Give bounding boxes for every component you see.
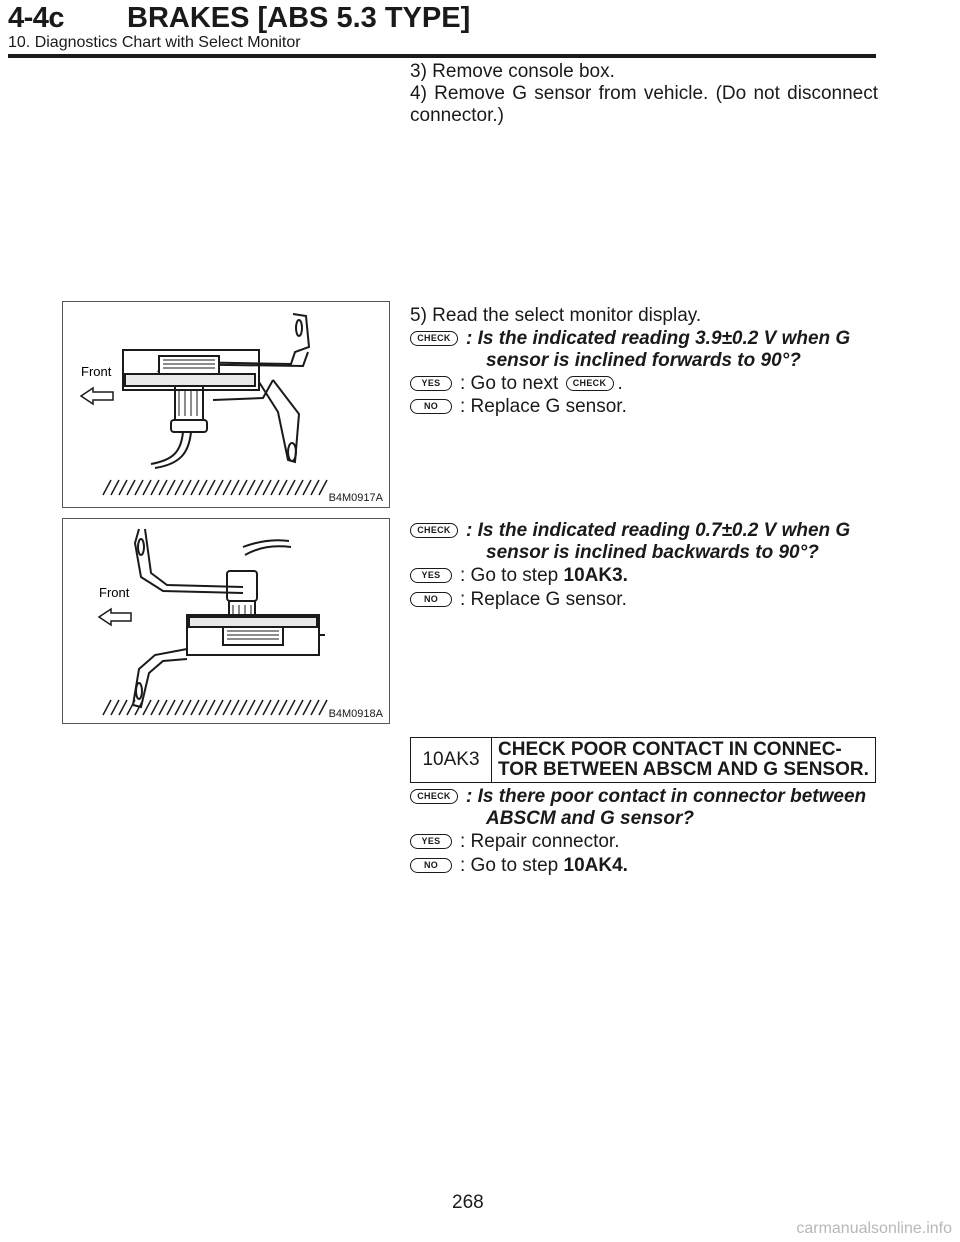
figure-1-id: B4M0917A: [328, 492, 383, 504]
header-rule: [8, 54, 876, 58]
block2-no-text: : Replace G sensor.: [460, 589, 627, 610]
g-sensor-forward-illustration: [63, 302, 389, 507]
block1-no-row: [410, 396, 627, 418]
watermark: carmanualsonline.info: [796, 1220, 952, 1237]
step-title-line1: CHECK POOR CONTACT IN CONNEC-: [498, 739, 842, 760]
no-badge-icon: NO: [410, 592, 452, 607]
block2-no-row: [410, 589, 627, 611]
check-badge-icon: CHECK: [410, 331, 458, 346]
step-no-step: 10AK4.: [563, 855, 628, 876]
step-no-text: : Go to step: [460, 855, 559, 876]
yes-badge-icon: YES: [410, 568, 452, 583]
intro-steps: [410, 61, 878, 127]
section-code: 4-4c: [8, 2, 65, 34]
step-title: [492, 738, 875, 782]
front-arrow-icon: [99, 609, 131, 625]
block2-yes-text: : Go to step: [460, 565, 559, 586]
yes-badge-icon: YES: [410, 834, 452, 849]
block1-question-line2: sensor is inclined forwards to 90°?: [486, 350, 801, 371]
step-header-table: [410, 737, 876, 783]
block1-question: [410, 328, 850, 350]
block2-question-line1: : Is the indicated reading 0.7±0.2 V when G: [466, 520, 851, 541]
step-question: [410, 786, 866, 808]
block1-question-line1: : Is the indicated reading 3.9±0.2 V when G: [466, 328, 851, 349]
step-id: 10AK3: [411, 738, 492, 782]
figure-g-sensor-forward: [62, 301, 390, 508]
no-badge-icon: NO: [410, 858, 452, 873]
yes-badge-icon: YES: [410, 376, 452, 391]
ground-hatch-icon: [103, 480, 327, 495]
step-yes-row: [410, 831, 619, 853]
block2-question: [410, 520, 850, 542]
block1-no-text: : Replace G sensor.: [460, 396, 627, 417]
step-question-line2: ABSCM and G sensor?: [486, 808, 694, 829]
check-badge-icon: CHECK: [566, 376, 614, 391]
block2-question-line2: sensor is inclined backwards to 90°?: [486, 542, 819, 563]
block1-yes-row: [410, 373, 623, 395]
g-sensor-backward-illustration: [63, 519, 389, 723]
check-badge-icon: CHECK: [410, 789, 458, 804]
check-badge-icon: CHECK: [410, 523, 458, 538]
block2-yes-row: [410, 565, 628, 587]
step-yes-text: : Repair connector.: [460, 831, 620, 852]
figure-2-front-label: Front: [99, 585, 130, 600]
step-title-line2: TOR BETWEEN ABSCM AND G SENSOR.: [498, 759, 869, 780]
figure-2-id: B4M0918A: [328, 708, 383, 720]
step-question-line1: : Is there poor contact in connector between: [466, 786, 867, 807]
ground-hatch-icon: [103, 700, 327, 715]
intro-step-4: 4) Remove G sensor from vehicle. (Do not disconnect connector.): [410, 83, 878, 126]
figure-g-sensor-backward: [62, 518, 390, 724]
intro-step-3: 3) Remove console box.: [410, 61, 615, 82]
front-arrow-icon: [81, 388, 113, 404]
block1-yes-suffix: .: [617, 373, 623, 394]
page-number: 268: [452, 1192, 484, 1213]
block1-instruction: 5) Read the select monitor display.: [410, 305, 702, 326]
figure-1-front-label: Front: [81, 364, 112, 379]
block2-yes-step: 10AK3.: [563, 565, 628, 586]
page-subtitle: 10. Diagnostics Chart with Select Monitor: [8, 34, 301, 51]
step-no-row: [410, 855, 628, 877]
block1-yes-text: : Go to next: [460, 373, 559, 394]
page-title: BRAKES [ABS 5.3 TYPE]: [127, 2, 471, 34]
no-badge-icon: NO: [410, 399, 452, 414]
